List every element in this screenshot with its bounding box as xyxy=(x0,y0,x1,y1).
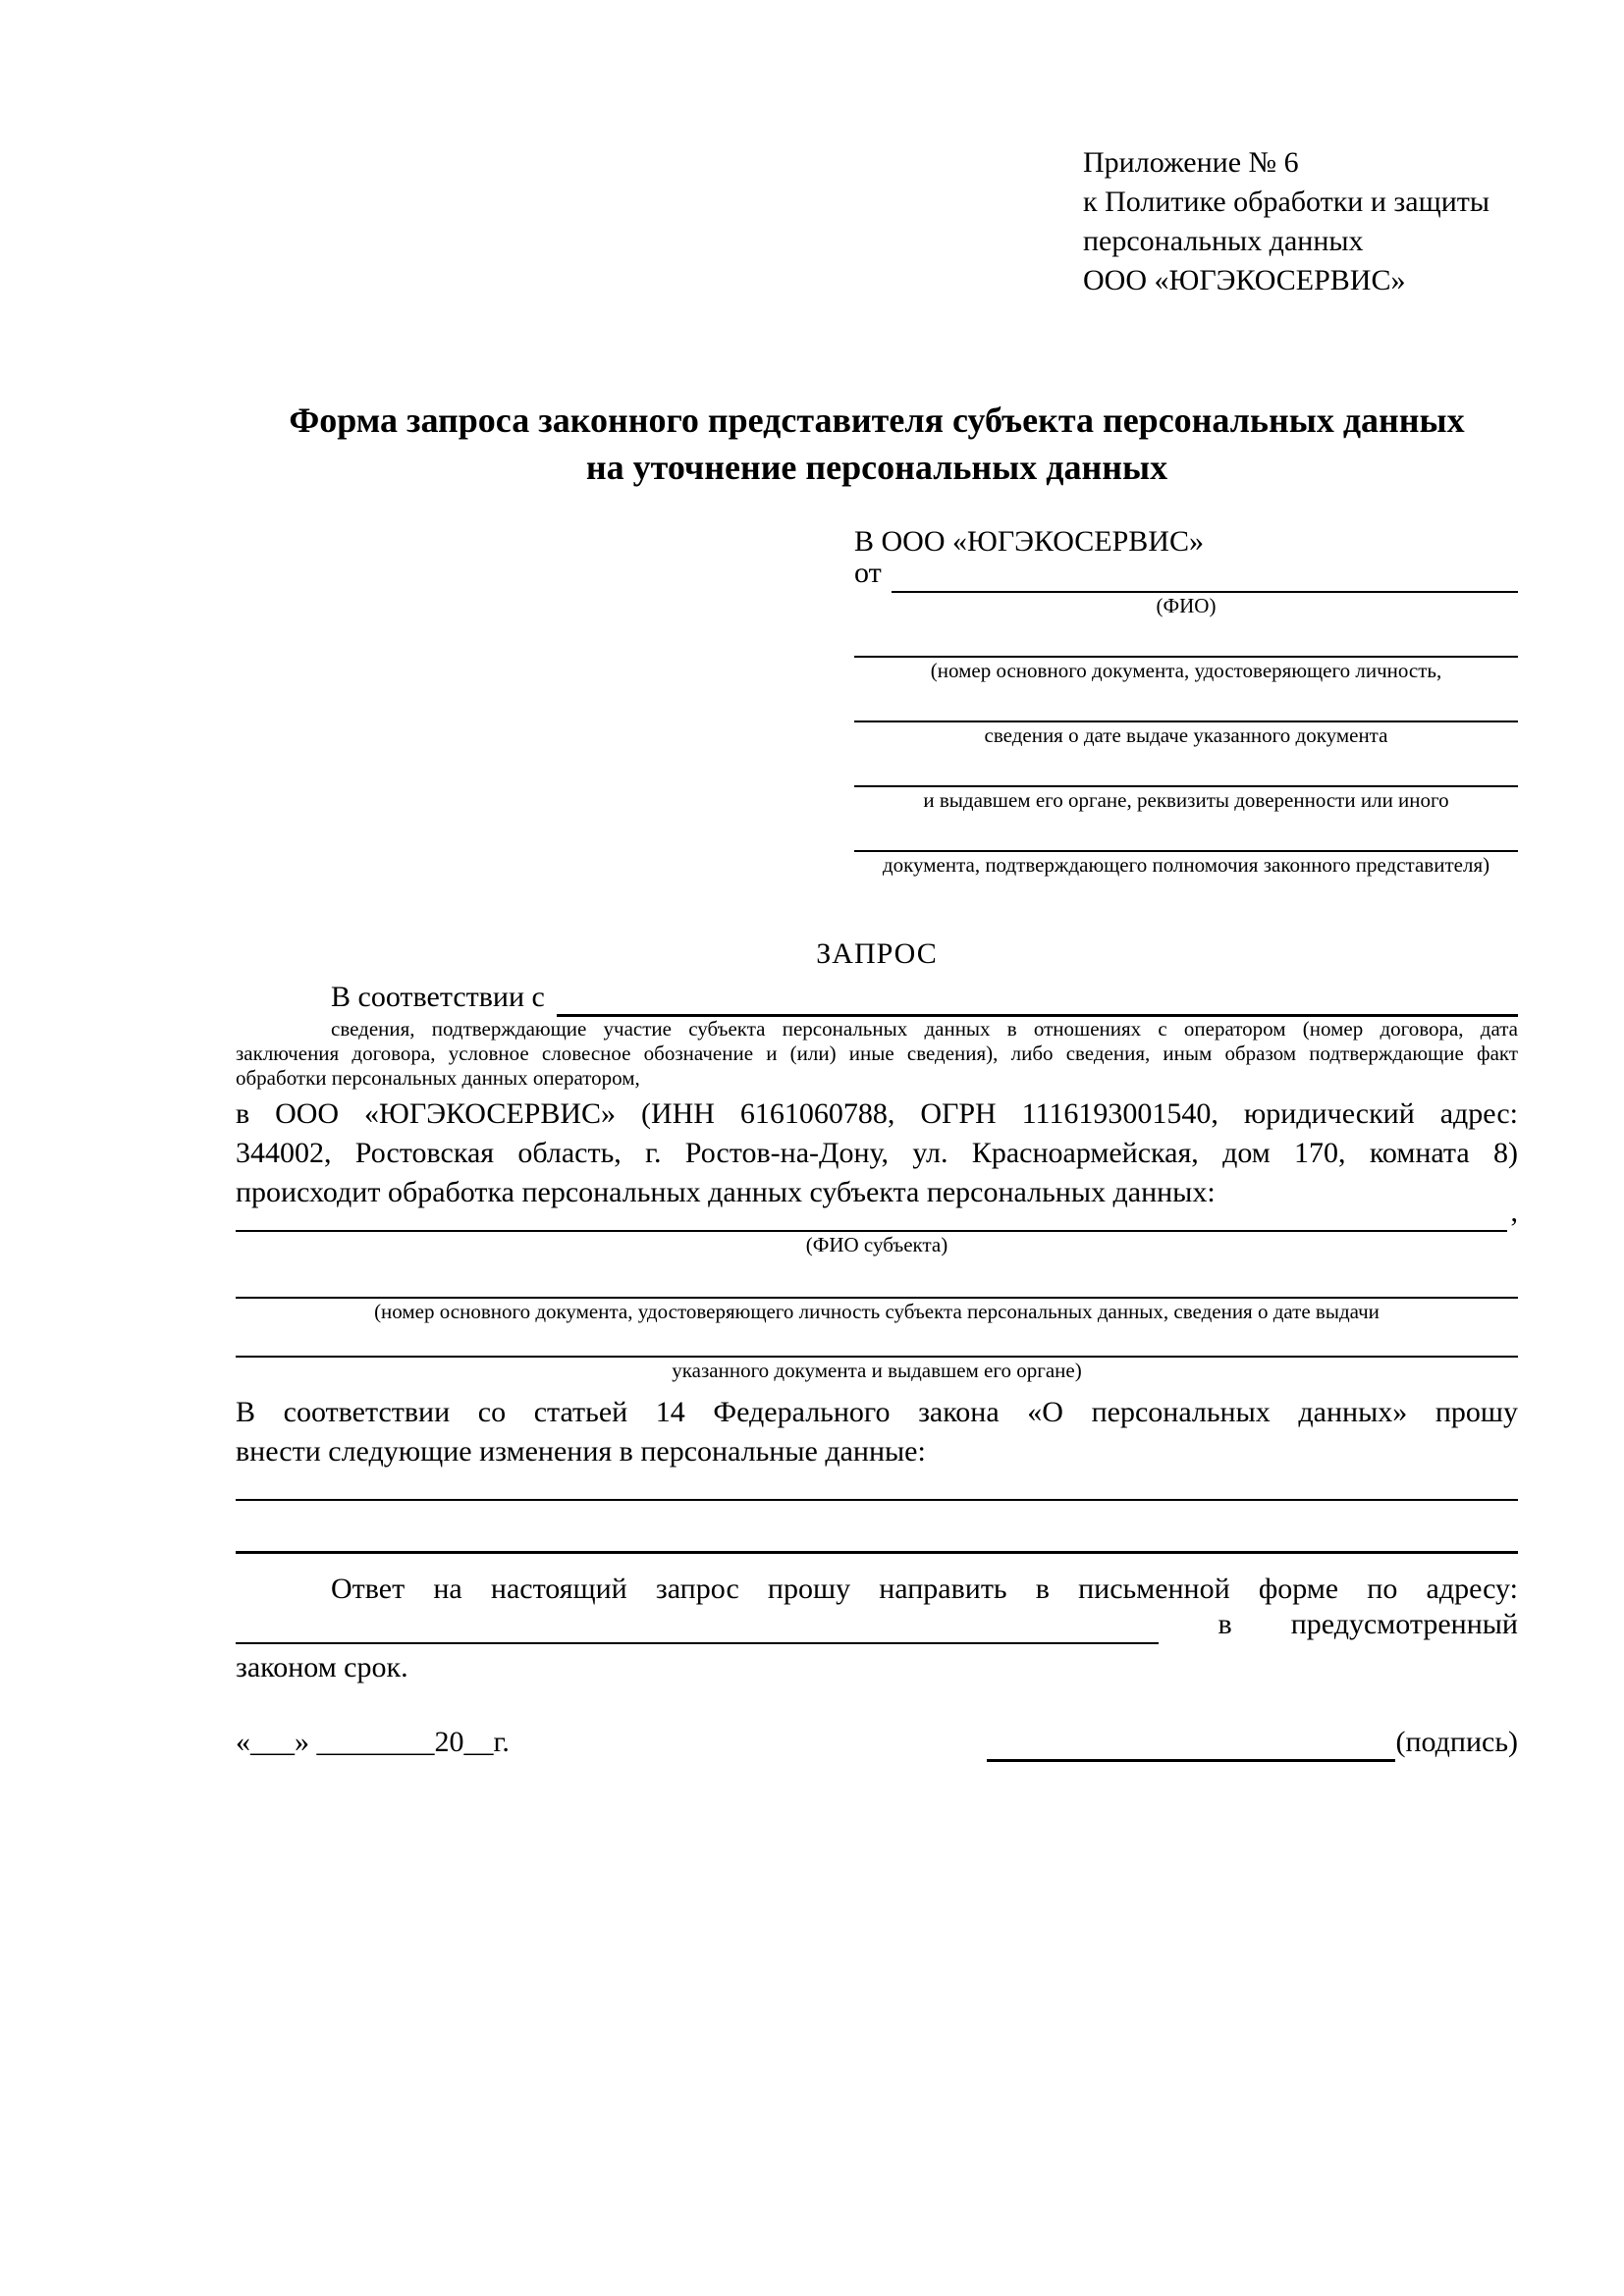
answer-word-term: предусмотренный xyxy=(1290,1608,1518,1640)
answer-address-line xyxy=(236,1609,1159,1644)
answer-line-1: Ответ на настоящий запрос прошу направить в письменной форме по адресу: xyxy=(331,1573,1518,1605)
subject-fio-row xyxy=(236,1196,1518,1232)
footnote-line-3: обработки персональных данных оператором, xyxy=(236,1066,640,1090)
footnote-line-2: заключения договора, условное словесное обозначение и (или) иные сведения), либо сведения, иным образом подтверждающие факт xyxy=(236,1041,1518,1065)
write-line-doc-4 xyxy=(854,813,1518,852)
caption-doc-4: документа, подтверждающего полномочия законного представителя) xyxy=(882,853,1490,877)
answer-word-v: в xyxy=(1218,1608,1232,1640)
appendix-block xyxy=(1083,143,1518,300)
title-line-2: на уточнение персональных данных xyxy=(585,448,1168,487)
title-line-1: Форма запроса законного представителя субъекта персональных данных xyxy=(289,400,1465,440)
subject-doc-line-2 xyxy=(236,1324,1518,1358)
footnote-line-1: сведения, подтверждающие участие субъекта персональных данных в отношениях с оператором (номер договора, дата xyxy=(331,1017,1518,1041)
footnote-paragraph xyxy=(236,1017,1518,1091)
write-line-doc-3 xyxy=(854,748,1518,787)
subject-doc-line-1 xyxy=(236,1257,1518,1299)
caption-subject-doc-2: указанного документа и выдавшем его органе) xyxy=(672,1359,1082,1382)
answer-line-3: законом срок. xyxy=(236,1651,408,1683)
from-fill-line xyxy=(892,561,1518,593)
operator-line-3: происходит обработка персональных данных субъекта персональных данных: xyxy=(236,1176,1216,1208)
article14-line-2: внести следующие изменения в персональные данные: xyxy=(236,1435,926,1468)
from-row xyxy=(854,557,1518,593)
caption-subject-doc-1: (номер основного документа, удостоверяющего личность субъекта персональных данных, сведения о дате выдачи xyxy=(374,1300,1380,1323)
write-line-doc-2 xyxy=(854,683,1518,722)
accordance-fill-line xyxy=(557,982,1518,1017)
signature-line xyxy=(987,1733,1395,1762)
appendix-line-3: персональных данных xyxy=(1083,225,1364,257)
signature-group xyxy=(987,1723,1518,1762)
caption-doc-1: (номер основного документа, удостоверяющего личность, xyxy=(930,659,1442,682)
addressee-block xyxy=(854,522,1518,878)
operator-line-2: 344002, Ростовская область, г. Ростов-на-Дону, ул. Красноармейская, дом 170, комната 8) xyxy=(236,1137,1518,1169)
article14-paragraph xyxy=(236,1393,1518,1471)
from-label: от xyxy=(854,557,882,589)
operator-paragraph xyxy=(236,1095,1518,1212)
subject-fio-line xyxy=(236,1212,1507,1232)
footer-row xyxy=(236,1723,1518,1762)
changes-write-line-1 xyxy=(236,1471,1518,1501)
accordance-row xyxy=(236,982,1518,1017)
signature-caption: (подпись) xyxy=(1395,1726,1518,1758)
caption-fio: (ФИО) xyxy=(1156,594,1217,617)
appendix-line-2: к Политике обработки и защиты xyxy=(1083,186,1490,218)
write-line-doc-1 xyxy=(854,618,1518,658)
subject-fio-comma: , xyxy=(1510,1196,1518,1228)
accordance-label: В соответствии с xyxy=(331,981,545,1013)
document-title xyxy=(236,397,1518,491)
operator-line-1: в ООО «ЮГЭКОСЕРВИС» (ИНН 6161060788, ОГРН 1116193001540, юридический адрес: xyxy=(236,1097,1518,1130)
request-heading: ЗАПРОС xyxy=(816,937,938,970)
caption-doc-3: и выдавшем его органе, реквизиты доверенности или иного xyxy=(923,788,1449,812)
caption-subject-fio: (ФИО субъекта) xyxy=(805,1233,948,1256)
date-field: «___» ________20__г. xyxy=(236,1726,510,1758)
changes-write-line-2 xyxy=(236,1501,1518,1554)
caption-doc-2: сведения о дате выдаче указанного документа xyxy=(984,723,1388,747)
appendix-line-1: Приложение № 6 xyxy=(1083,146,1299,179)
answer-paragraph xyxy=(236,1570,1518,1687)
article14-line-1: В соответствии со статьей 14 Федерального закона «О персональных данных» прошу xyxy=(236,1396,1518,1428)
answer-address-row xyxy=(236,1609,1518,1644)
addressee-to: В ООО «ЮГЭКОСЕРВИС» xyxy=(854,525,1204,558)
appendix-line-4: ООО «ЮГЭКОСЕРВИС» xyxy=(1083,264,1406,296)
